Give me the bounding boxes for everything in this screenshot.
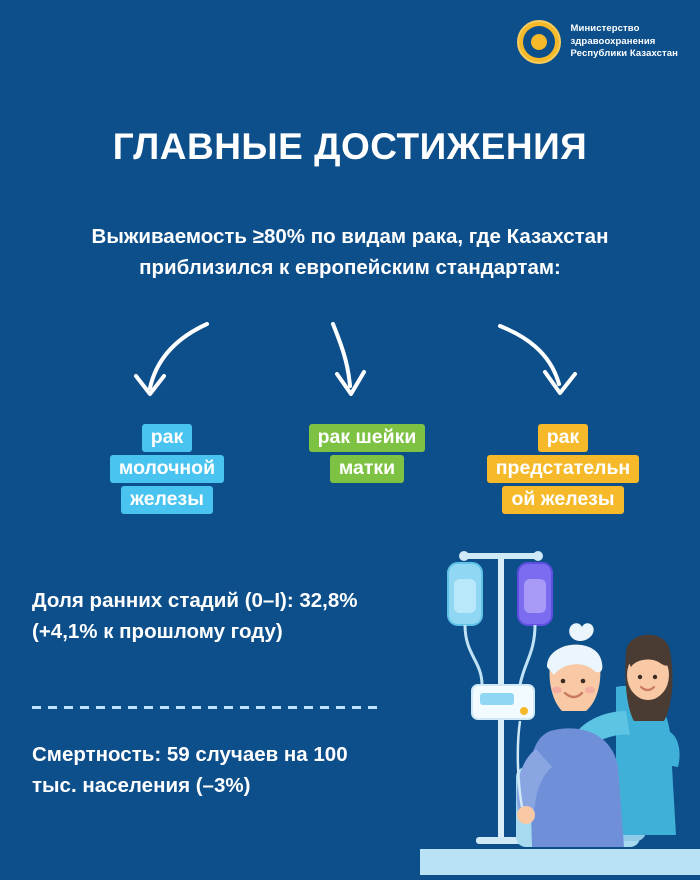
chip-line: рак шейки xyxy=(309,424,426,452)
divider xyxy=(32,706,382,709)
illustration-patient-and-nurse xyxy=(420,535,700,875)
chip-line: предстательн xyxy=(487,455,639,483)
chip-group-prostate-cancer xyxy=(468,424,658,514)
chip-line: матки xyxy=(330,455,404,483)
subtitle-text: Выживаемость ≥80% по видам рака, где Казахстан приблизился к европейским стандартам: xyxy=(91,225,609,279)
illustration-svg xyxy=(420,535,700,875)
stat-early-stages: Доля ранних стадий (0–I): 32,8% (+4,1% к прошлому году) xyxy=(32,589,358,643)
arrow-path-right xyxy=(500,326,559,384)
chip-group-cervical-cancer xyxy=(282,424,452,483)
kazakhstan-emblem-icon xyxy=(517,20,561,64)
arrow-path-left xyxy=(150,324,207,388)
page-title: ГЛАВНЫЕ ДОСТИЖЕНИЯ xyxy=(112,126,588,167)
floor-strip xyxy=(420,849,700,875)
chip-line: рак xyxy=(142,424,193,452)
chip-line: ой железы xyxy=(502,486,623,514)
arrow-path-middle xyxy=(333,324,350,386)
ministry-line-1: Министерство xyxy=(570,23,640,35)
cancer-types-group xyxy=(0,424,700,534)
ministry-header xyxy=(517,20,678,64)
arrows-group xyxy=(0,318,700,428)
stat-mortality: Смертность: 59 случаев на 100 тыс. населения (–3%) xyxy=(32,743,348,797)
chip-line: молочной xyxy=(110,455,224,483)
chip-group-breast-cancer xyxy=(82,424,252,514)
ministry-name xyxy=(570,23,678,61)
ministry-line-3: Республики Казахстан xyxy=(570,48,678,60)
ministry-line-2: здравоохранения xyxy=(570,35,656,47)
chip-line: железы xyxy=(121,486,213,514)
chip-line: рак xyxy=(538,424,589,452)
